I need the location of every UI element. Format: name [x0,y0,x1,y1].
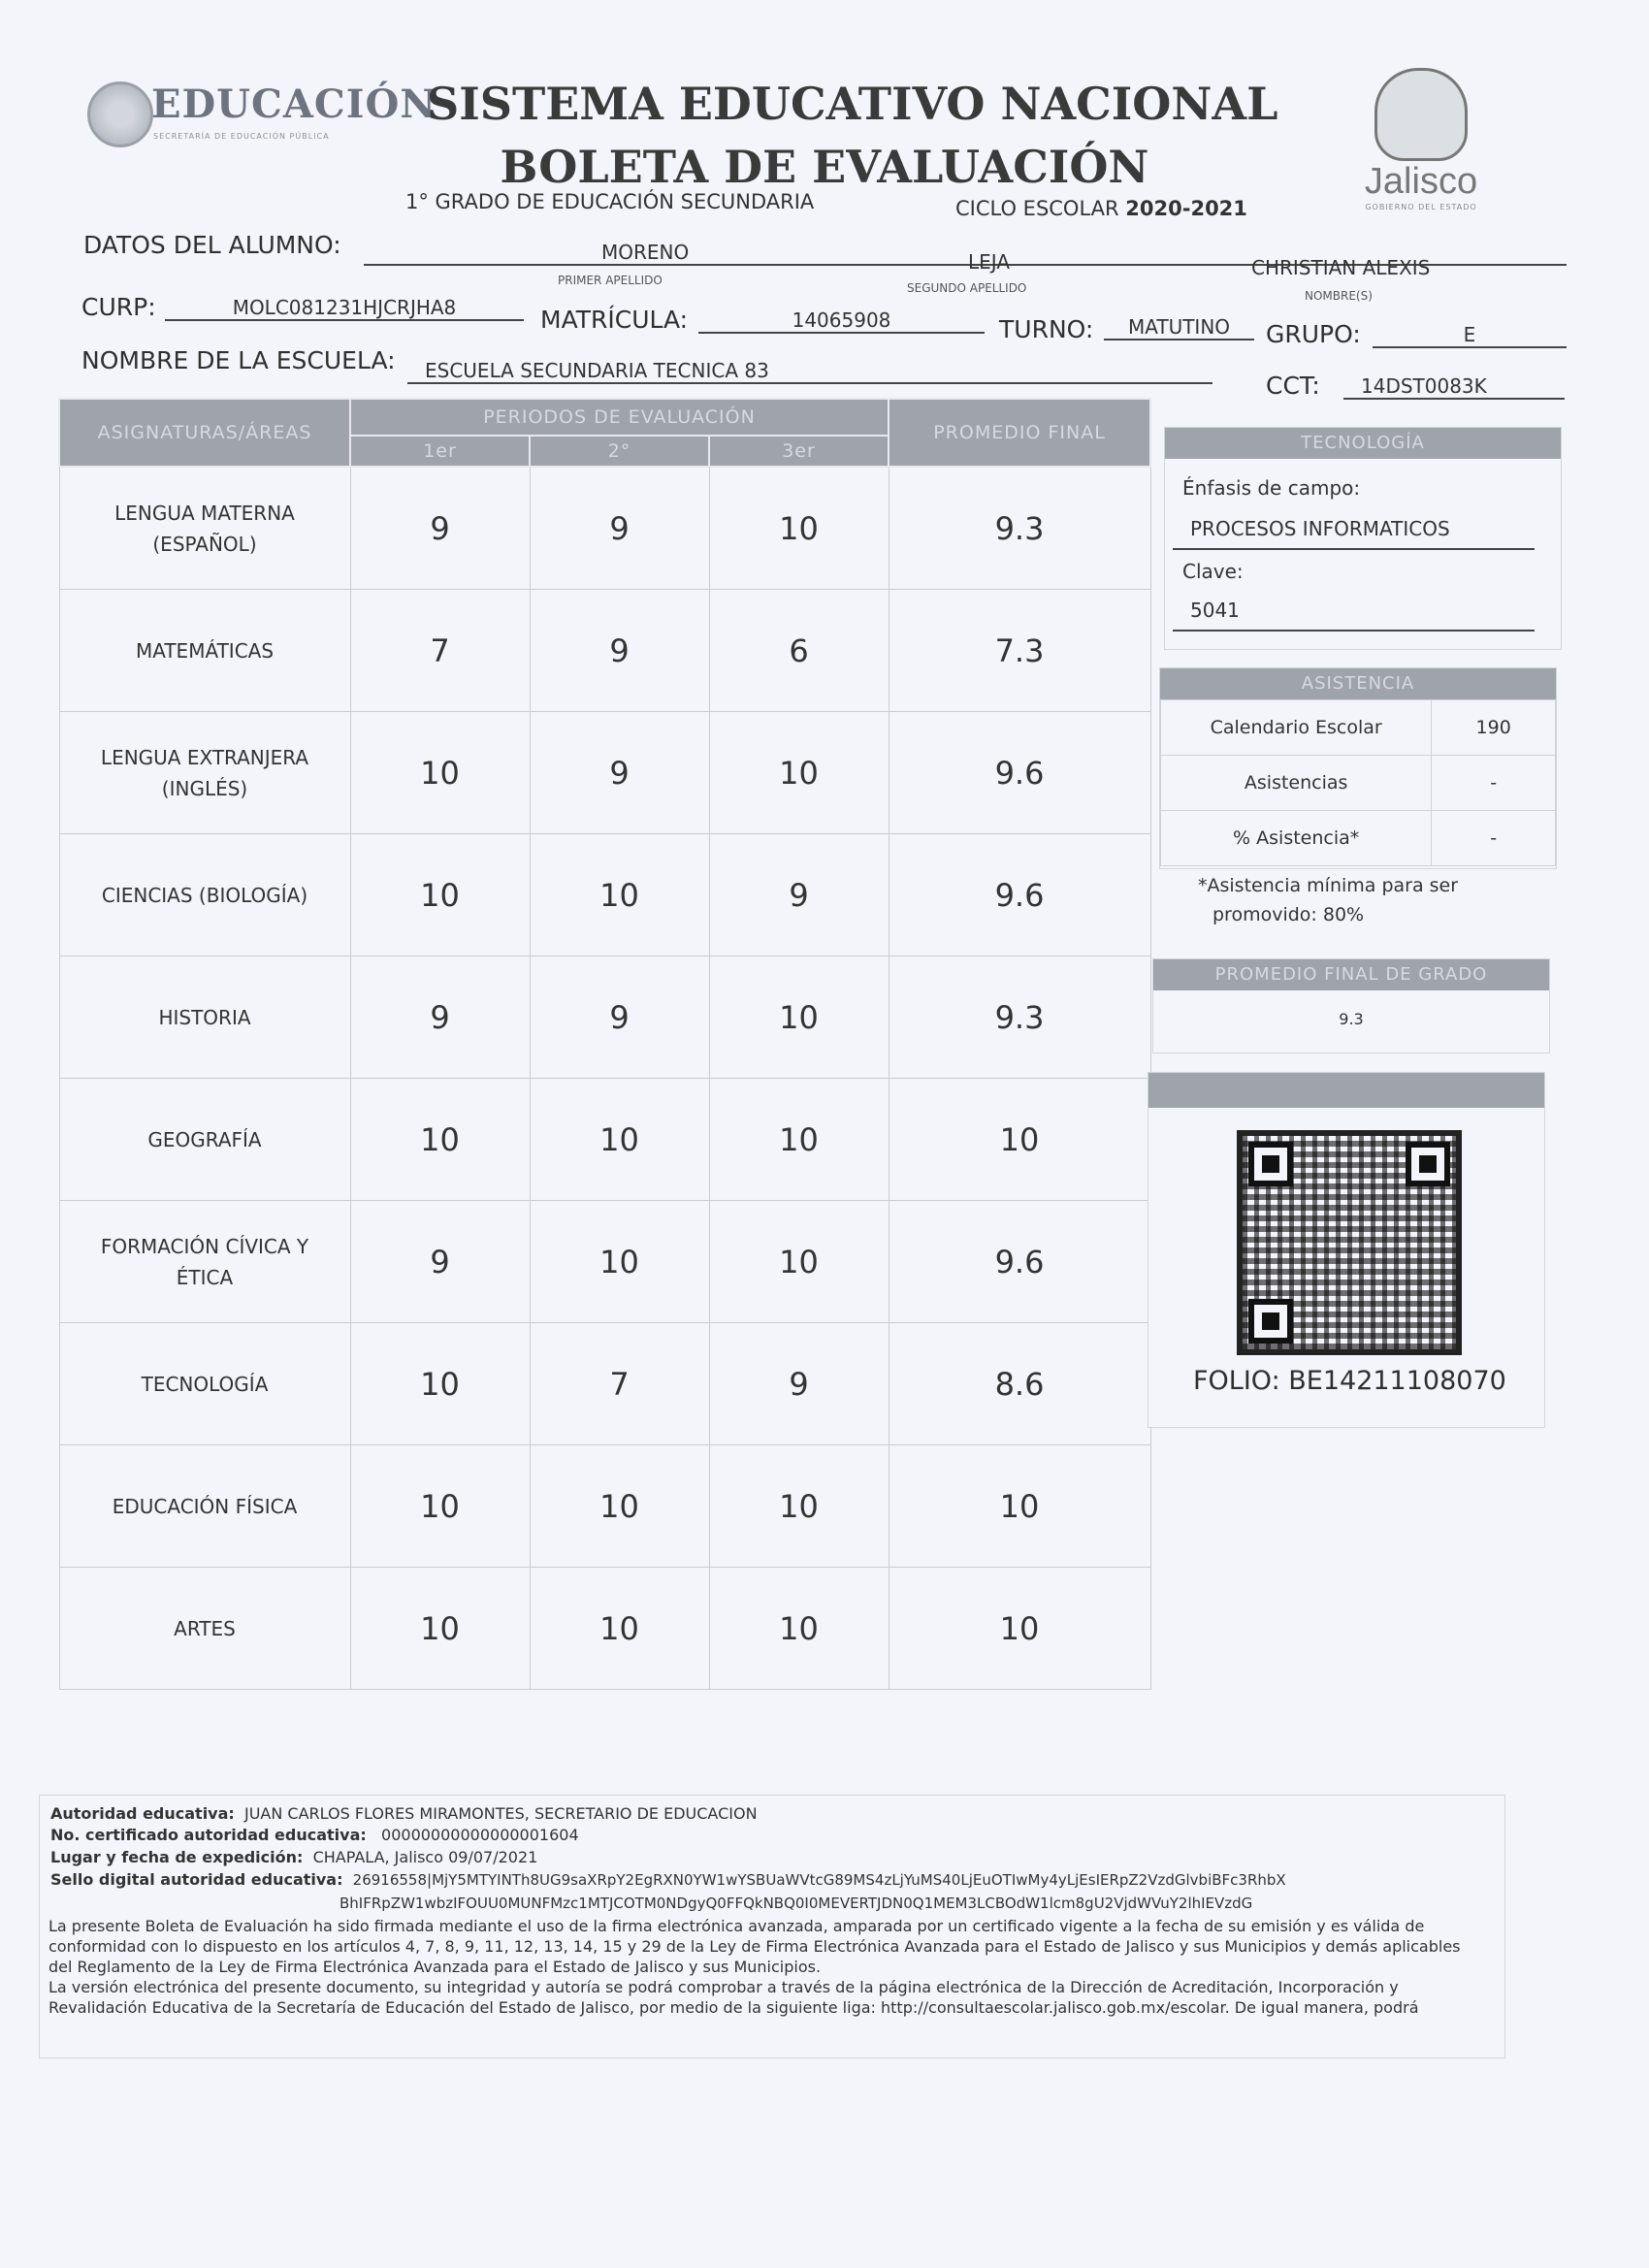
subject-cell [59,590,350,712]
head-p3: 3er [709,436,889,467]
escuela-value: ESCUELA SECUNDARIA TECNICA 83 [407,359,1212,384]
period-grade-cell: 9 [530,467,709,590]
period-grade-cell: 10 [530,1201,709,1323]
period-grade-cell: 10 [530,1568,709,1690]
grupo-label: GRUPO: [1266,320,1361,348]
grade-row [59,712,1150,834]
final-grade-cell: 10 [889,1568,1150,1690]
autoridad [50,1804,758,1823]
final-grade-cell: 10 [889,1445,1150,1568]
period-grade-cell: 10 [530,1079,709,1201]
period-grade-cell: 10 [709,956,889,1079]
certificado [50,1826,579,1844]
curp-label: CURP: [81,293,156,321]
subject-cell [59,1323,350,1445]
final-grade-cell: 8.6 [889,1323,1150,1445]
clave-value: 5041 [1173,599,1535,632]
qr-finder-icon [1248,1299,1293,1344]
subject-cell [59,834,350,956]
grade-row [59,1323,1150,1445]
lugar [50,1848,537,1866]
subject-line1: ARTES [174,1616,236,1640]
final-grade-cell: 10 [889,1079,1150,1201]
promedio-panel [1152,958,1550,1053]
segundo-apellido: LEJA [968,250,1011,274]
datos-label: DATOS DEL ALUMNO: [83,231,341,259]
legal-l5: Revalidación Educativa de la Secretaría de Educación del Estado de Jalisco, por medio de la siguiente liga: http://consultaescolar.jalisco.gob.mx/escolar. De igual manera, podrá [48,1998,1419,2017]
qr-head [1148,1073,1544,1108]
asistencia-value: - [1432,811,1556,866]
final-grade-cell: 9.3 [889,467,1150,590]
subject-line1: LENGUA EXTRANJERA [100,745,309,769]
grupo-value: E [1373,323,1567,348]
final-grade-cell: 9.6 [889,712,1150,834]
period-grade-cell: 10 [350,1079,530,1201]
nombres: CHRISTIAN ALEXIS [1251,256,1431,279]
folio-label: FOLIO: [1193,1366,1280,1396]
subject-cell [59,1079,350,1201]
period-grade-cell: 9 [709,1323,889,1445]
period-grade-cell: 10 [709,1201,889,1323]
logo-right-word: Jalisco [1364,161,1478,202]
legal-l1: La presente Boleta de Evaluación ha sido firmada mediante el uso de la firma electrónica avanzada, amparada por un certificado vigente a la fecha de su emisión y es válida de [48,1917,1425,1935]
grade-row [59,1568,1150,1690]
subject-line1: FORMACIÓN CÍVICA Y [100,1234,309,1258]
final-grade-cell: 7.3 [889,590,1150,712]
period-grade-cell: 9 [530,712,709,834]
period-grade-cell: 9 [530,590,709,712]
primer-apellido: MORENO [601,241,690,264]
sello [50,1870,1286,1889]
lugar-value: CHAPALA, Jalisco 09/07/2021 [312,1848,538,1866]
subject-cell [59,1568,350,1690]
asistencia-head: ASISTENCIA [1160,668,1556,699]
period-grade-cell: 10 [350,834,530,956]
subject-line1: EDUCACIÓN FÍSICA [112,1494,298,1518]
period-grade-cell: 9 [350,467,530,590]
asistencia-value: - [1432,756,1556,811]
promedio-head: PROMEDIO FINAL DE GRADO [1153,959,1549,990]
period-grade-cell: 10 [709,1079,889,1201]
asistencia-row [1161,700,1556,756]
nombres-label: NOMBRE(S) [1305,289,1373,303]
clave-label: Clave: [1182,560,1244,583]
segundo-apellido-label: SEGUNDO APELLIDO [907,281,1027,295]
grades-table [58,398,1151,1690]
tecnologia-head: TECNOLOGÍA [1165,428,1561,459]
ciclo-value: 2020-2021 [1125,197,1247,220]
subject-cell [59,1445,350,1568]
period-grade-cell: 9 [350,1201,530,1323]
subject-line1: HISTORIA [158,1005,251,1029]
asistencia-panel [1159,667,1557,869]
escuela-label: NOMBRE DE LA ESCUELA: [81,346,396,374]
cct-label: CCT: [1266,372,1320,400]
subject-cell [59,467,350,590]
subject-line1: GEOGRAFÍA [147,1127,262,1151]
period-grade-cell: 9 [530,956,709,1079]
enfasis-value: PROCESOS INFORMATICOS [1173,517,1535,550]
certificado-label: No. certificado autoridad educativa: [50,1826,367,1844]
final-grade-cell: 9.6 [889,1201,1150,1323]
period-grade-cell: 10 [350,1568,530,1690]
sello-value-l2: BhIFRpZW1wbzIFOUU0MUNFMzc1MTJCOTM0NDgyQ0FFQkNBQ0I0MEVERTJDN0Q1MEM3LCBOdW1lcm8gU2VjdWVuY2lhIEVzdG [340,1895,1253,1912]
grade-row [59,834,1150,956]
asistencia-row [1161,811,1556,866]
period-grade-cell: 7 [350,590,530,712]
grade-row [59,590,1150,712]
asistencia-table [1160,699,1556,866]
period-grade-cell: 9 [350,956,530,1079]
period-grade-cell: 10 [709,712,889,834]
subject-line1: CIENCIAS (BIOLOGÍA) [101,883,308,907]
turno-value: MATUTINO [1104,315,1254,340]
final-grade-cell: 9.3 [889,956,1150,1079]
folio-value: BE14211108070 [1288,1366,1506,1396]
grado-text: 1° GRADO DE EDUCACIÓN SECUNDARIA [405,190,815,213]
enfasis-label: Énfasis de campo: [1182,476,1361,500]
primer-apellido-label: PRIMER APELLIDO [558,274,663,287]
head-final: PROMEDIO FINAL [889,399,1150,467]
legal-l4: La versión electrónica del presente documento, su integridad y autoría se podrá comprobar a través de la página electrónica de la Dirección de Acreditación, Incorporación y [48,1978,1399,1996]
final-grade-cell: 9.6 [889,834,1150,956]
asistencia-label: % Asistencia* [1161,811,1432,866]
promedio-value: 9.3 [1339,1010,1364,1028]
period-grade-cell: 10 [530,834,709,956]
subject-line1: LENGUA MATERNA [114,501,295,525]
period-grade-cell: 10 [709,1445,889,1568]
autoridad-value: JUAN CARLOS FLORES MIRAMONTES, SECRETARIO DE EDUCACION [243,1804,758,1823]
subject-cell [59,712,350,834]
asistencia-note-l1: *Asistencia mínima para ser [1198,875,1459,896]
asistencia-value: 190 [1432,700,1556,756]
curp-value: MOLC081231HJCRJHA8 [165,296,524,321]
head-p1: 1er [350,436,530,467]
subject-line1: TECNOLOGÍA [141,1372,269,1396]
period-grade-cell: 10 [350,1445,530,1568]
sello-label: Sello digital autoridad educativa: [50,1870,343,1889]
certificado-value: 00000000000000001604 [381,1826,579,1844]
subject-line2: ÉTICA [176,1265,234,1289]
period-grade-cell: 9 [709,834,889,956]
grade-row [59,1445,1150,1568]
legal-l3: del Reglamento de la Ley de Firma Electrónica Avanzada para el Estado de Jalisco y sus Municipios. [48,1958,822,1976]
asistencia-label: Asistencias [1161,756,1432,811]
logo-right-sub: GOBIERNO DEL ESTADO [1365,203,1477,211]
turno-label: TURNO: [999,315,1094,343]
head-p2: 2° [530,436,709,467]
autoridad-label: Autoridad educativa: [50,1804,235,1823]
title-line2: BOLETA DE EVALUACIÓN [500,141,1149,193]
sello-value-l1: 26916558|MjY5MTYINTh8UG9saXRpY2EgRXN0YW1wYSBUaWVtcG89MS4zLjYuMS40LjEuOTIwMy4yLjEsIERpZ2VzdGlvbiBFc3RhbX [352,1871,1286,1889]
ciclo-escolar [955,197,1247,220]
period-grade-cell: 10 [530,1445,709,1568]
qr-code-icon [1237,1130,1462,1355]
tecnologia-panel [1164,427,1562,650]
subject-cell [59,956,350,1079]
matricula-value: 14065908 [698,308,985,334]
subject-line1: MATEMÁTICAS [135,638,275,663]
logo-left-sub: SECRETARÍA DE EDUCACIÓN PÚBLICA [153,132,330,141]
period-grade-cell: 10 [350,1323,530,1445]
period-grade-cell: 10 [709,467,889,590]
folio [1193,1366,1506,1396]
asistencia-label: Calendario Escolar [1161,700,1432,756]
grade-row [59,1201,1150,1323]
logo-left-word: EDUCACIÓN [151,81,436,127]
jalisco-logo [1339,68,1504,233]
qr-finder-icon [1248,1142,1293,1186]
head-periods: PERIODOS DE EVALUACIÓN [350,399,889,436]
jalisco-crest-icon [1374,68,1468,161]
period-grade-cell: 6 [709,590,889,712]
grades-body [59,467,1150,1690]
qr-finder-icon [1406,1142,1450,1186]
subject-line2: (ESPAÑOL) [152,532,257,556]
lugar-label: Lugar y fecha de expedición: [50,1848,304,1866]
head-subject: ASIGNATURAS/ÁREAS [59,399,350,467]
asistencia-body [1161,700,1556,866]
mexico-seal-icon [87,81,153,147]
period-grade-cell: 7 [530,1323,709,1445]
legal-text [48,1916,1484,2018]
matricula-label: MATRÍCULA: [540,306,689,334]
ciclo-label: CICLO ESCOLAR [955,197,1119,220]
subject-cell [59,1201,350,1323]
grade-row [59,467,1150,590]
grade-row [59,956,1150,1079]
period-grade-cell: 10 [709,1568,889,1690]
asistencia-row [1161,756,1556,811]
asistencia-note-l2: promovido: 80% [1212,904,1365,925]
educacion-logo [87,78,436,155]
title-line1: SISTEMA EDUCATIVO NACIONAL [427,78,1278,130]
cct-value: 14DST0083K [1343,374,1565,400]
period-grade-cell: 10 [350,712,530,834]
subject-line2: (INGLÉS) [161,776,248,800]
grade-row [59,1079,1150,1201]
legal-l2: conformidad con lo dispuesto en los artículos 4, 7, 8, 9, 11, 12, 13, 14, 15 y 29 de la Ley de Firma Electrónica Avanzada para el Estado de Jalisco y sus Municipios y demás aplicables [48,1937,1461,1956]
